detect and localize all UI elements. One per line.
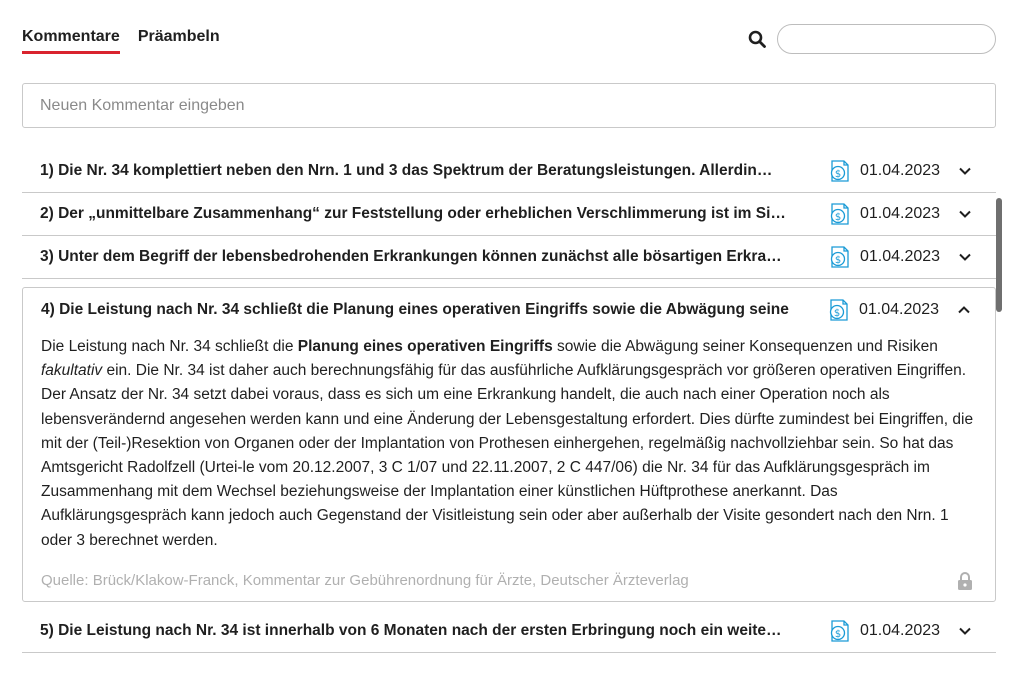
tab-kommentare[interactable]: Kommentare	[22, 28, 120, 54]
search-input[interactable]	[777, 24, 996, 54]
chevron-down-icon[interactable]	[958, 207, 972, 221]
comment-row[interactable]	[22, 236, 996, 279]
chevron-down-icon[interactable]	[958, 624, 972, 638]
comment-title: 4) Die Leistung nach Nr. 34 schließt die Planung eines operativen Eingriffs sowie die Abwägung seine	[41, 300, 789, 318]
comment-title: 1) Die Nr. 34 komplettiert neben den Nrn. 1 und 3 das Spektrum der Beratungsleistungen. Allerdin…	[40, 162, 773, 179]
money-doc-icon	[826, 201, 852, 227]
chevron-up-icon[interactable]	[957, 303, 971, 317]
comment-source	[23, 553, 995, 601]
comment-row[interactable]	[22, 610, 996, 653]
comment-expanded	[22, 287, 996, 602]
chevron-down-icon[interactable]	[958, 164, 972, 178]
svg-text:$: $	[833, 307, 841, 319]
comment-date: 01.04.2023	[860, 205, 941, 222]
comment-row[interactable]	[22, 193, 996, 236]
comment-row[interactable]	[23, 288, 995, 331]
comment-title: 5) Die Leistung nach Nr. 34 ist innerhalb von 6 Monaten nach der ersten Erbringung noch ein weite…	[40, 621, 782, 639]
money-doc-icon	[826, 158, 852, 184]
money-doc-icon	[825, 297, 851, 323]
chevron-down-icon[interactable]	[958, 250, 972, 264]
tab-bar	[22, 28, 220, 54]
search-icon[interactable]	[748, 30, 766, 48]
money-doc-icon	[826, 244, 852, 270]
lock-icon	[957, 571, 973, 591]
comment-title: 3) Unter dem Begriff der lebensbedrohenden Erkrankungen können zunächst alle bösartigen Erkra…	[40, 248, 782, 265]
comment-row[interactable]	[22, 150, 996, 193]
svg-text:$: $	[834, 628, 842, 640]
comment-body-italic: fakultativ	[41, 362, 103, 380]
comment-body: Die Leistung nach Nr. 34 schließt die Planung eines operativen Eingriffs sowie die Abwägung seiner Konsequenzen und Risiken fakultativ ein. Die Nr. 34 ist daher auch berechnungsfähig für das ausführliche Aufklärungsgespräch vor größeren operativen Eingriffen. Der Ansatz der Nr. 34 setzt dabei voraus, dass es sich um eine Erkrankung handelt, die auch nach einer Operation noch als lebensverändernd angesehen werden kann und eine Änderung der Lebensgestaltung erfordert. Dies dürfte zumindest bei Eingriffen, die mit der (Teil-)Resektion von Organen oder der Implantation von Prothesen einhergehen, regelmäßig nachvollziehbar sein. So hat das Amtsgericht Radolfzell (Urtei-le vom 20.12.2007, 3 C 1/07 und 22.11.2007, 2 C 447/06) die Nr. 34 für das Aufklärungsgespräch im Zusammenhang mit dem Wechsel beziehungsweise der Implantation einer künstlichen Hüftprothese anerkannt. Das Aufklärungsgespräch kann jedoch auch Gegenstand der Visitleistung sein oder aber außerhalb der Visite gesondert nach den Nrn. 1 oder 3 berechnet werden.	[41, 338, 974, 549]
new-comment-input[interactable]	[22, 83, 996, 128]
comment-body-bold: Planung eines operativen Eingriffs	[297, 338, 553, 355]
svg-text:$: $	[834, 212, 842, 223]
svg-text:$: $	[834, 169, 842, 180]
svg-text:$: $	[834, 255, 842, 266]
money-doc-icon	[826, 618, 852, 644]
tab-praeambeln[interactable]: Präambeln	[137, 28, 220, 45]
comment-title: 2) Der „unmittelbare Zusammenhang“ zur Feststellung oder erheblichen Verschlimmerung ist im Si…	[40, 205, 786, 222]
comment-date: 01.04.2023	[860, 248, 941, 265]
scrollbar[interactable]	[996, 198, 1002, 312]
comment-list	[22, 150, 996, 653]
comment-date: 01.04.2023	[859, 300, 940, 318]
comment-date: 01.04.2023	[860, 162, 941, 179]
comment-date: 01.04.2023	[860, 621, 941, 639]
source-text: Quelle: Brück/Klakow-Franck, Kommentar zur Gebührenordnung für Ärzte, Deutscher Ärzteverlag	[41, 572, 689, 590]
